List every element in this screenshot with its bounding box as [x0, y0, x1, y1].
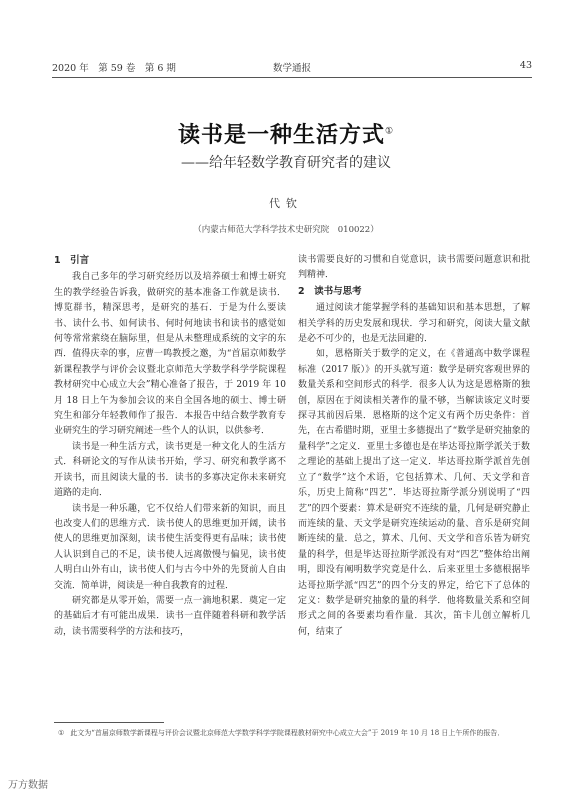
body-paragraph: 我自己多年的学习研究经历以及培养硕士和博士研究生的教学经验告诉我，做研究的基本准备工作就是读书．博览群书，精深思考，是研究的基石．于是为什么要读书、读什么书、如何读书、何时何地读书和读书的感觉如何等常常萦绕在脑际里，但是从未整理成系统的文字的东西．值得庆幸的事，应曹一鸣教授之邀，为“首届京师数学新课程教学与评价会议暨北京师范大学数学科学学院课程教材研究中心成立大会”精心准备了报告，于 2019 年 10 月 18 日上午为参加会议的来自全国各地的硕士、博士研究生和部分年轻教师作了报告．本报告中结合数学教育专业研究生的学习研究阐述一些个人的认识，以供参考．	[54, 272, 286, 437]
footnote	[54, 728, 532, 739]
section-heading-introduction: 1 引言	[54, 255, 90, 266]
header-rule	[52, 77, 532, 78]
body-paragraph: 读书是一种乐趣，它不仅给人们带来新的知识，而且也改变人们的思维方式．读书使人的思维更加开阔，读书使人的思维更加深刻，读书使生活变得更有品味；读书使人认识到自己的不足，读书使人远离傲慢与偏见，读书使人明白山外有山，读书使人们与古今中外的先贤前人自由交流．简单讲，阅读是一种自我教育的过程．	[54, 503, 286, 591]
footnote-rule	[54, 722, 164, 723]
body-paragraph: 通过阅读才能掌握学科的基础知识和基本思想，了解相关学科的历史发展和现状．学习和研究，阅读大量文献是必不可少的，也是无法回避的．	[298, 303, 530, 345]
footnote-mark: ①	[58, 729, 65, 737]
body-paragraph: 读书是一种生活方式，读书更是一种文化人的生活方式．科研论文的写作从读书开始，学习、研究和教学离不开读书，而且阅读大量的书．读书的多寡决定你未来研究道路的走向．	[54, 441, 286, 499]
journal-issue: 2020 年 第 59 卷 第 6 期	[52, 63, 176, 74]
article-subtitle: ——给年轻数学教育研究者的建议	[181, 155, 391, 171]
body-paragraph-continued: 读书需要良好的习惯和自觉意识，读书需要问题意识和批判精神．	[298, 255, 530, 281]
author-affiliation: （内蒙古师范大学科学技术史研究院 010022）	[193, 225, 379, 235]
body-paragraph: 如，恩格斯关于数学的定义，在《普通高中数学课程标准（2017 版）》的开头就写道：数学是研究客观世界的数量关系和空间形式的科学．很多人认为这是恩格斯的独创，原因在于阅读相关著作的量不够，当解读该定义时要探寻其前因后果．恩格斯的这个定义有两个历史条件：首先，在古希腊时期，亚里士多德提出了“数学是研究抽象的量科学”之定义．亚里士多德也是在毕达哥拉斯学派关于数之理论的基础上提出了这一定义．毕达哥拉斯学派首先创立了“数学”这个术语，它包括算术、几何、天文学和音乐，历史上简称“四艺”．毕达哥拉斯学派分别说明了“四艺”的四个要素：算术是研究不连续的量，几何是研究静止而连续的量、天文学是研究连续运动的量、音乐是研究间断连续的量．总之，算术、几何、天文学和音乐皆为研究量的科学，但是毕达哥拉斯学派没有对“四艺”整体给出阐明，即没有阐明数学究竟是什么．后来亚里士多德根据毕达哥拉斯学派“四艺”的四个分支的界定，给它下了总体的定义：数学是研究抽象的量的科学．他将数量关系和空间形式之间的各要素均看作量．其次，笛卡儿创立解析几何，结束了	[298, 349, 530, 637]
title-footnote-mark: ①	[384, 126, 395, 137]
footnote-text: 此文为“首届京师数学新课程与评价会议暨北京师范大学数学科学学院课程教材研究中心成立大会”于 2019 年 10 月 18 日上午所作的报告．	[70, 729, 505, 737]
section-heading-reading-thinking: 2 读书与思考	[298, 285, 362, 297]
body-paragraph: 研究都是从零开始，需要一点一滴地积累．奠定一定的基础后才有可能出成果．读书一直伴随着科研和教学活动，读书需要科学的方法和技巧，	[54, 595, 286, 637]
author-name: 代钦	[269, 197, 303, 210]
database-watermark: 万方数据	[8, 780, 48, 791]
journal-name: 数学通报	[272, 63, 311, 74]
right-column	[298, 253, 530, 640]
article-title	[0, 118, 572, 149]
running-header	[52, 60, 532, 76]
article-title-text: 读书是一种生活方式	[177, 122, 385, 148]
left-column	[54, 253, 286, 640]
page-number: 43	[519, 60, 532, 71]
